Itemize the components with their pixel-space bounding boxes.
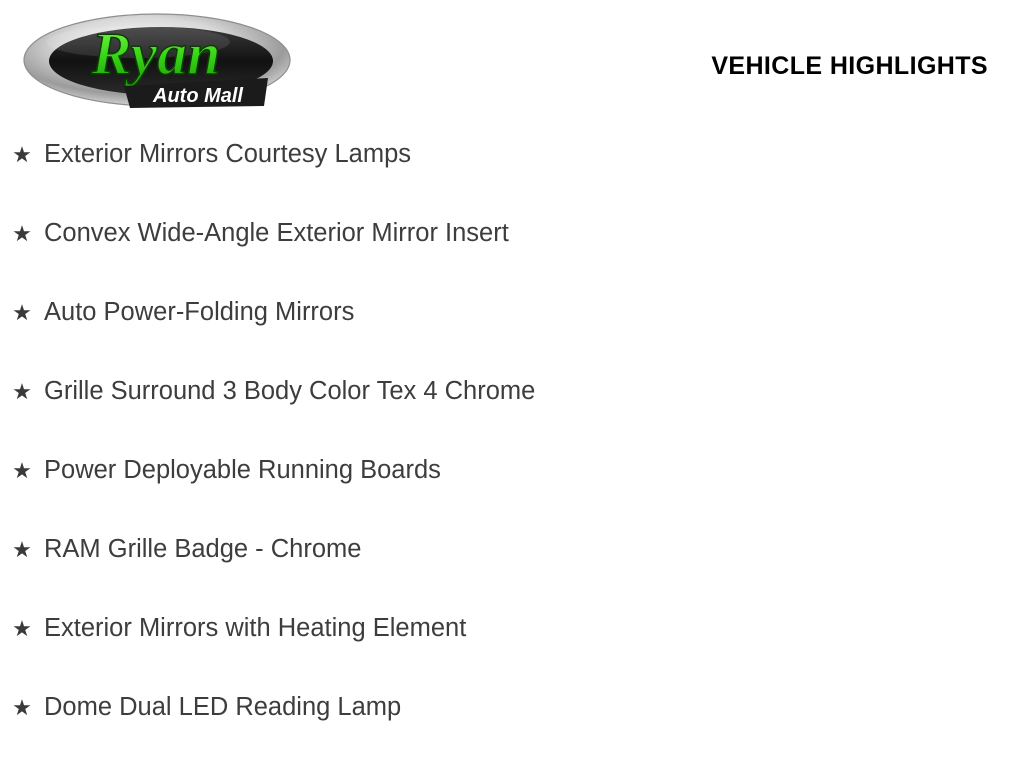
page-title: VEHICLE HIGHLIGHTS bbox=[711, 52, 988, 80]
star-icon: ★ bbox=[12, 616, 32, 641]
svg-text:Auto Mall: Auto Mall bbox=[153, 85, 243, 107]
star-icon: ★ bbox=[12, 458, 32, 483]
star-icon: ★ bbox=[12, 142, 32, 167]
highlight-label: Auto Power-Folding Mirrors bbox=[44, 298, 355, 326]
list-item bbox=[0, 614, 1024, 693]
vehicle-highlights-list bbox=[0, 140, 1024, 772]
highlight-label: Exterior Mirrors Courtesy Lamps bbox=[44, 140, 411, 168]
highlight-label: Grille Surround 3 Body Color Tex 4 Chrome bbox=[44, 377, 536, 405]
ryan-auto-mall-logo bbox=[18, 8, 296, 120]
list-item bbox=[0, 535, 1024, 614]
star-icon: ★ bbox=[12, 379, 32, 404]
list-item bbox=[0, 298, 1024, 377]
highlight-label: Exterior Mirrors with Heating Element bbox=[44, 614, 467, 642]
highlight-label: Power Deployable Running Boards bbox=[44, 456, 441, 484]
highlight-label: Convex Wide-Angle Exterior Mirror Insert bbox=[44, 219, 509, 247]
star-icon: ★ bbox=[12, 221, 32, 246]
list-item bbox=[0, 456, 1024, 535]
star-icon: ★ bbox=[12, 537, 32, 562]
page-header bbox=[0, 0, 1024, 128]
star-icon: ★ bbox=[12, 695, 32, 720]
list-item bbox=[0, 140, 1024, 219]
list-item bbox=[0, 377, 1024, 456]
list-item bbox=[0, 219, 1024, 298]
highlight-label: Dome Dual LED Reading Lamp bbox=[44, 693, 402, 721]
star-icon: ★ bbox=[12, 300, 32, 325]
svg-text:Ryan: Ryan bbox=[91, 21, 221, 87]
highlight-label: RAM Grille Badge - Chrome bbox=[44, 535, 362, 563]
list-item bbox=[0, 693, 1024, 772]
